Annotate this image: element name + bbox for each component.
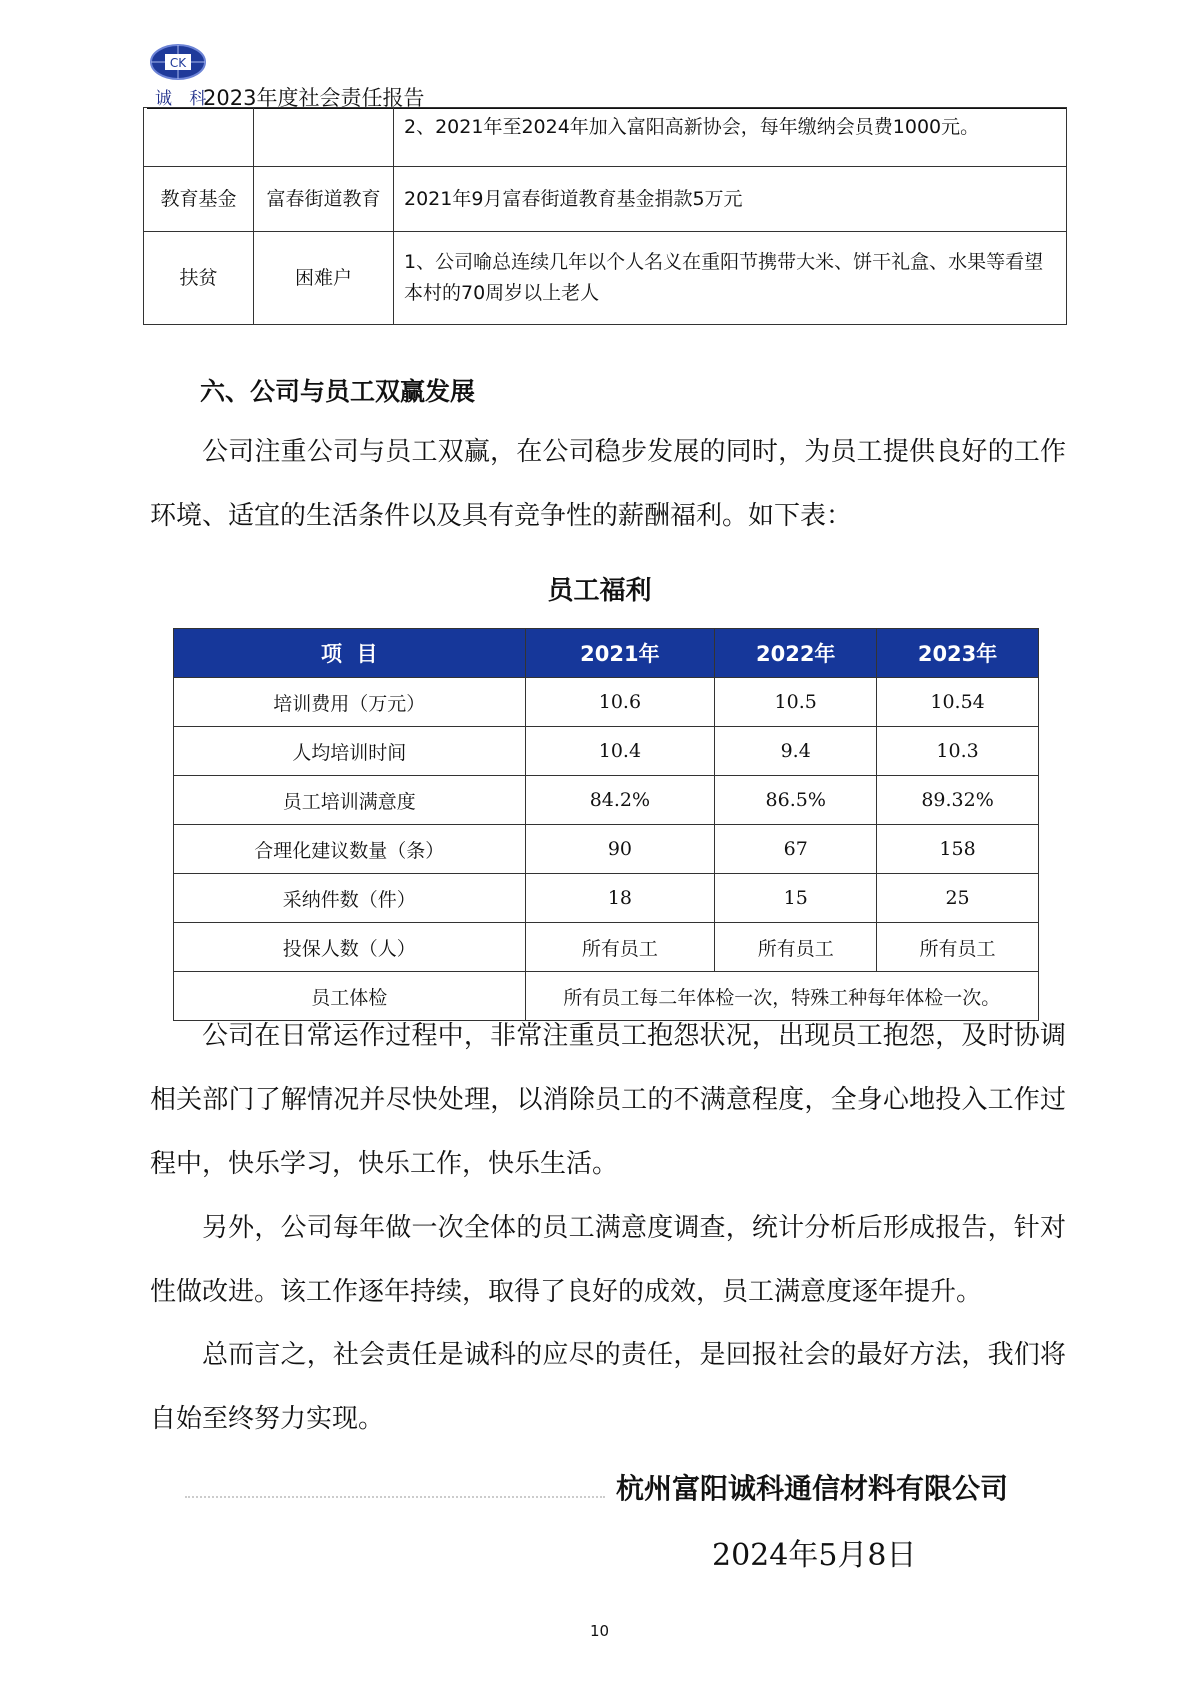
merged-value: 所有员工每二年体检一次，特殊工种每年体检一次。 — [525, 972, 1038, 1021]
welfare-table — [173, 628, 1039, 1021]
company-logo — [149, 42, 207, 82]
complaint-paragraph: 公司在日常运作过程中，非常注重员工抱怨状况，出现员工抱怨，及时协调相关部门了解情况并尽快处理，以消除员工的不满意程度，全身心地投入工作过程中，快乐学习，快乐工作，快乐生活。 — [150, 1021, 1066, 1179]
table-row — [174, 825, 1039, 874]
value-2022: 10.5 — [715, 678, 877, 727]
table-row — [174, 678, 1039, 727]
table-row — [174, 923, 1039, 972]
table-cell: 2021年9月富春街道教育基金捐款5万元 — [394, 167, 1067, 232]
value-2023: 所有员工 — [877, 923, 1039, 972]
row-label: 合理化建议数量（条） — [174, 825, 526, 874]
value-2021: 所有员工 — [525, 923, 715, 972]
table-cell: 2、2021年至2024年加入富阳高新协会，每年缴纳会员费1000元。 — [394, 108, 1067, 167]
table-row — [174, 874, 1039, 923]
logo-text: CK — [169, 56, 187, 70]
table-row — [174, 727, 1039, 776]
table-cell: 1、公司喻总连续几年以个人名义在重阳节携带大米、饼干礼盒、水果等看望本村的70周岁以上老人 — [394, 232, 1067, 325]
value-2021: 10.6 — [525, 678, 715, 727]
table-cell — [144, 108, 254, 167]
company-signature: 杭州富阳诚科通信材料有限公司 — [616, 1472, 1009, 1505]
value-2023: 158 — [877, 825, 1039, 874]
page-number: 10 — [589, 1622, 610, 1640]
survey-paragraph: 另外，公司每年做一次全体的员工满意度调查，统计分析后形成报告，针对性做改进。该工作逐年持续，取得了良好的成效，员工满意度逐年提升。 — [150, 1213, 1066, 1307]
donation-table — [143, 107, 1067, 325]
table-cell: 扶贫 — [144, 232, 254, 325]
value-2022: 9.4 — [715, 727, 877, 776]
intro-paragraph: 公司注重公司与员工双赢，在公司稳步发展的同时，为员工提供良好的工作环境、适宜的生活条件以及具有竞争性的薪酬福利。如下表： — [150, 437, 1066, 531]
welfare-table-title: 员工福利 — [547, 576, 652, 606]
value-2023: 89.32% — [877, 776, 1039, 825]
page-header — [147, 40, 1067, 110]
row-label: 采纳件数（件） — [174, 874, 526, 923]
row-label: 员工体检 — [174, 972, 526, 1021]
value-2022: 67 — [715, 825, 877, 874]
header-2022: 2022年 — [715, 629, 877, 678]
table-row — [144, 108, 1067, 167]
value-2021: 90 — [525, 825, 715, 874]
header-item: 项 目 — [174, 629, 526, 678]
header-2021: 2021年 — [525, 629, 715, 678]
table-row — [144, 232, 1067, 325]
value-2022: 86.5% — [715, 776, 877, 825]
row-label: 人均培训时间 — [174, 727, 526, 776]
value-2022: 所有员工 — [715, 923, 877, 972]
row-label: 培训费用（万元） — [174, 678, 526, 727]
report-title: 2023年度社会责任报告 — [203, 86, 425, 110]
header-2023: 2023年 — [877, 629, 1039, 678]
row-label: 员工培训满意度 — [174, 776, 526, 825]
value-2021: 84.2% — [525, 776, 715, 825]
conclusion-paragraph: 总而言之，社会责任是诚科的应尽的责任，是回报社会的最好方法，我们将自始至终努力实现。 — [150, 1340, 1066, 1434]
row-label: 投保人数（人） — [174, 923, 526, 972]
table-cell: 富春街道教育 — [254, 167, 394, 232]
table-cell: 困难户 — [254, 232, 394, 325]
value-2022: 15 — [715, 874, 877, 923]
table-cell: 教育基金 — [144, 167, 254, 232]
table-header-row — [174, 629, 1039, 678]
logo-subtitle: 诚 科 — [155, 89, 213, 109]
value-2021: 10.4 — [525, 727, 715, 776]
value-2023: 25 — [877, 874, 1039, 923]
table-row — [144, 167, 1067, 232]
section-heading: 六、公司与员工双赢发展 — [200, 377, 476, 406]
value-2021: 18 — [525, 874, 715, 923]
signature-date: 2024年5月8日 — [712, 1538, 917, 1573]
signature-leader-dots — [185, 1496, 605, 1498]
value-2023: 10.3 — [877, 727, 1039, 776]
value-2023: 10.54 — [877, 678, 1039, 727]
table-row — [174, 776, 1039, 825]
table-cell — [254, 108, 394, 167]
